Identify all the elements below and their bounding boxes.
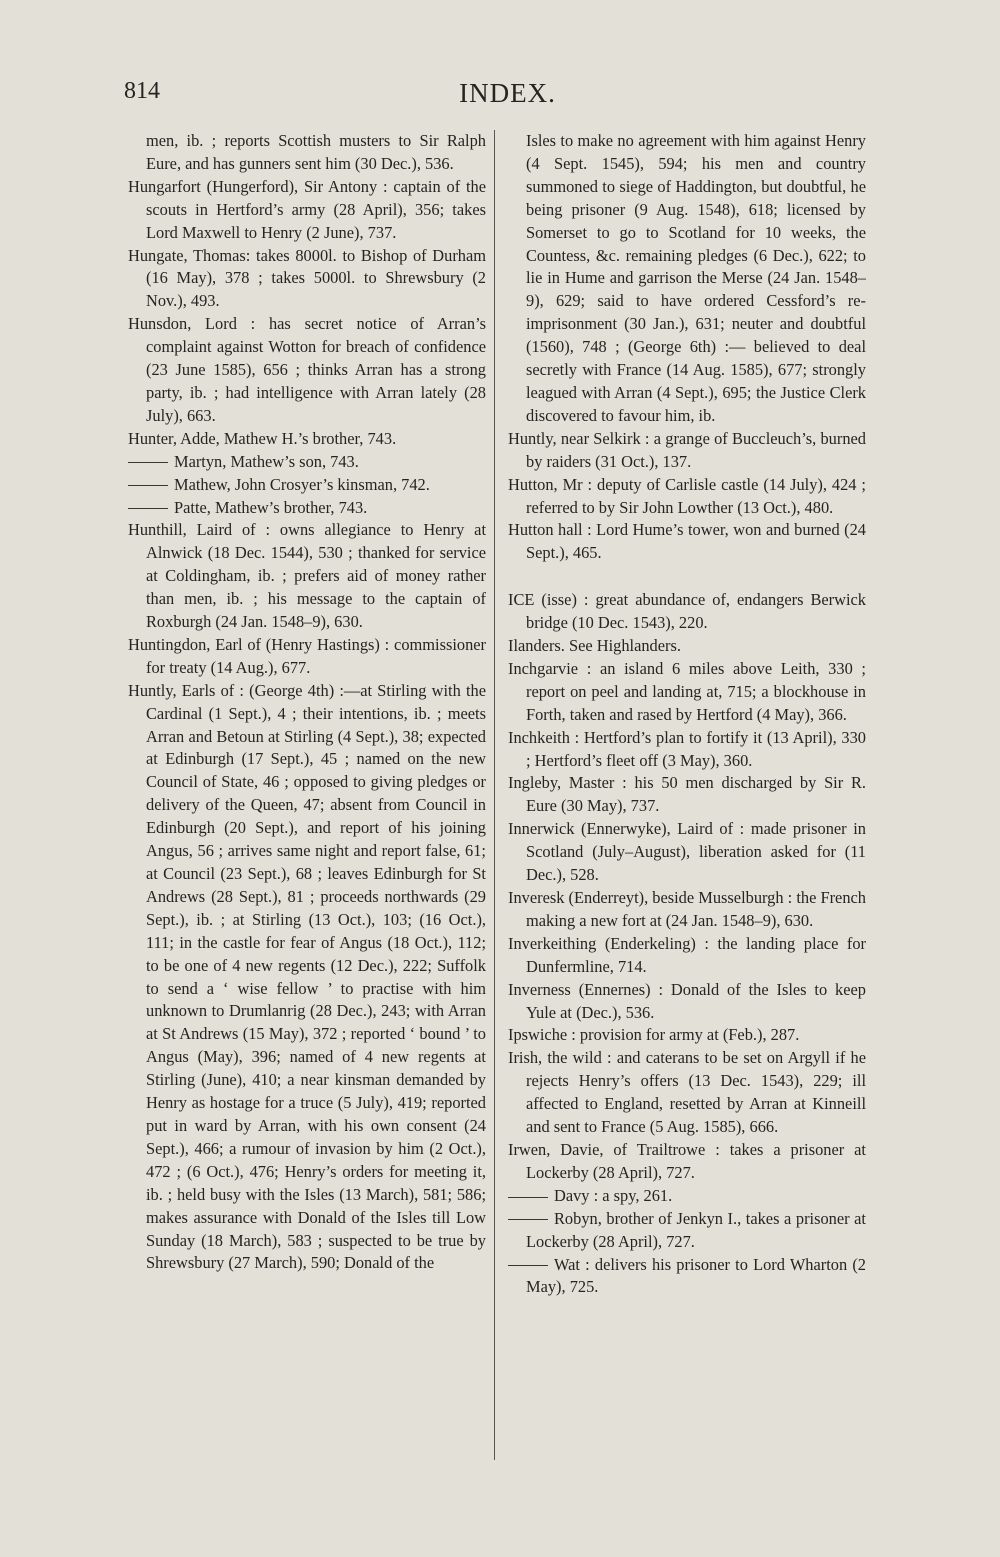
entry-text: Ingleby, Master : his 50 men discharged by Sir R. Eure (30 May), 737. — [508, 773, 866, 816]
entry-text: Inverkeithing (Enderkeling) : the landing place for Dunfermline, 714. — [508, 933, 866, 976]
entry-text: Patte, Mathew’s brother, 743. — [174, 497, 368, 517]
index-subentry — [508, 1254, 866, 1300]
index-entry — [128, 313, 486, 428]
index-entry — [128, 428, 486, 451]
ditto-dash — [508, 1265, 548, 1266]
entry-text: Ipswiche : provision for army at (Feb.), 287. — [508, 1025, 800, 1045]
entry-text: Hunthill, Laird of : owns allegiance to Henry at Alnwick (18 Dec. 1544), 530 ; thanked for service at Coldingham, ib. ; prefers aid of money rather than men, ib. ; his message to the captain of Roxburgh (24 Jan. 1548–9), 630. — [128, 520, 486, 632]
index-entry — [128, 634, 486, 680]
entry-text: Huntly, Earls of : (George 4th) :—at Stirling with the Cardinal (1 Sept.), 4 ; their intentions, ib. ; meets Arran and Betoun at Stirling (4 Sept.), 38; expected at Edinburgh (17 Sept.), 45 ; named on the new Council of State, 46 ; opposed to giving pledges or delivery of the Queen, 47; absent from Council in Edinburgh (20 Sept.), and report of his joining Angus, 56 ; arrives same night and report false, 61; at Council (23 Sept.), 68 ; leaves Edinburgh for St Andrews (28 Sept.), 81 ; proceeds northwards (29 Sept.), ib. ; at Stirling (13 Oct.), 103; (16 Oct.), 111; in the castle for fear of Angus (18 Oct.), 112; to be one of 4 new regents (12 Dec.), 222; Suffolk to send a ‘ wise fellow ’ to practise with him unknown to Drumlanrig (28 Dec.), 243; with Arran at St Andrews (15 May), 372 ; reported ‘ bound ’ to Angus (May), 396; named of 4 new regents at Stirling (June), 410; a near kinsman demanded by Henry as hostage for a truce (5 July), 419; reported put in ward by Arran, with his own consent (24 Sept.), 466; a rumour of invasion by him (2 Oct.), 472 ; (6 Oct.), 476; Henry’s orders for meeting it, ib. ; held busy with the Isles (13 March), 581; 586; makes assurance with Donald of the Isles till Low Sunday (18 March), 583 ; suspected to be true by Shrewsbury (27 March), 590; Donald of the — [128, 680, 486, 1273]
entry-text: Inchgarvie : an island 6 miles above Leith, 330 ; report on peel and landing at, 715; a blockhouse in Forth, taken and rased by Hertford (4 May), 366. — [508, 658, 866, 724]
left-column — [128, 130, 486, 1275]
index-entry — [508, 1024, 866, 1047]
index-entry — [128, 245, 486, 314]
index-entry-continued — [128, 130, 486, 176]
index-entry — [128, 176, 486, 245]
ditto-dash — [508, 1219, 548, 1220]
ditto-dash — [128, 462, 168, 463]
entry-text: Davy : a spy, 261. — [554, 1185, 673, 1205]
index-entry — [508, 1047, 866, 1139]
ditto-dash — [508, 1197, 548, 1198]
page-header — [0, 78, 1000, 118]
entry-text: Hungarfort (Hungerford), Sir Antony : captain of the scouts in Hertford’s army (28 April), 356; takes Lord Maxwell to Henry (2 June), 737. — [128, 176, 486, 242]
index-entry — [128, 680, 486, 1276]
entry-text: Ilanders. See Highlanders. — [508, 636, 681, 656]
index-subentry — [128, 497, 486, 520]
index-entry — [508, 635, 866, 658]
index-entry-continued — [508, 130, 866, 428]
entry-text: Innerwick (Ennerwyke), Laird of : made prisoner in Scotland (July–August), liberation asked for (11 Dec.), 528. — [508, 819, 866, 885]
entry-text: Hutton, Mr : deputy of Carlisle castle (14 July), 424 ; referred to by Sir John Lowther (13 Oct.), 480. — [508, 474, 866, 517]
entry-text: Mathew, John Crosyer’s kinsman, 742. — [174, 474, 430, 494]
index-subentry — [128, 451, 486, 474]
entry-text: Hungate, Thomas: takes 8000l. to Bishop of Durham (16 May), 378 ; takes 5000l. to Shrewsbury (2 Nov.), 493. — [128, 245, 486, 311]
index-entry — [508, 474, 866, 520]
index-entry — [508, 428, 866, 474]
index-subentry — [508, 1185, 866, 1208]
index-entry — [508, 727, 866, 773]
entry-text: Irish, the wild : and caterans to be set on Argyll if he rejects Henry’s offers (13 Dec. 1543), 229; ill affected to England, resetted by Arran at Kinneill and sent to France (5 Aug. 1585), 666. — [508, 1048, 866, 1137]
entry-text: Inchkeith : Hertford’s plan to fortify it (13 April), 330 ; Hertford’s fleet off (3 May), 360. — [508, 727, 866, 770]
entry-text: Inveresk (Enderreyt), beside Musselburgh : the French making a new fort at (24 Jan. 1548–9), 630. — [508, 888, 866, 930]
entry-text: Huntingdon, Earl of (Henry Hastings) : commissioner for treaty (14 Aug.), 677. — [128, 634, 486, 677]
entry-text: Hunter, Adde, Mathew H.’s brother, 743. — [128, 428, 397, 448]
entry-text: Isles to make no agreement with him against Henry (4 Sept. 1545), 594; his men and country summoned to siege of Haddington, but doubtful, he being prisoner (9 Aug. 1548), 618; licensed by Somerset to go to Scotland for 10 weeks, the Countess, &c. remaining pledges (6 Dec.), 622; to lie in Hume and garrison the Merse (24 Jan. 1548–9), 629; said to have ordered Cessford’s re-imprisonment (30 Jan.), 631; neuter and doubtful (1560), 748 ; (George 6th) :— believed to deal secretly with France (14 Aug. 1585), 677; strongly leagued with Arran (4 Sept.), 695; the Justice Clerk discovered to favour him, ib. — [526, 131, 866, 425]
index-entry — [128, 519, 486, 634]
index-entry — [508, 979, 866, 1025]
index-entry — [508, 658, 866, 727]
index-entry — [508, 1139, 866, 1185]
entry-text: Hunsdon, Lord : has secret notice of Arran’s complaint against Wotton for breach of confidence (23 June 1585), 656 ; thinks Arran has a strong party, ib. ; had intelligence with Arran lately (28 July), 663. — [128, 314, 486, 425]
section-gap — [508, 565, 866, 589]
ditto-dash — [128, 508, 168, 509]
entry-text: Hutton hall : Lord Hume’s tower, won and burned (24 Sept.), 465. — [508, 520, 866, 563]
entry-text: ICE (isse) : great abundance of, endangers Berwick bridge (10 Dec. 1543), 220. — [508, 590, 866, 633]
entry-text: men, ib. ; reports Scottish musters to Sir Ralph Eure, and has gunners sent him (30 Dec.), 536. — [146, 131, 486, 173]
index-entry — [508, 818, 866, 887]
entry-text: Irwen, Davie, of Trailtrowe : takes a prisoner at Lockerby (28 April), 727. — [508, 1139, 866, 1182]
index-entry — [508, 933, 866, 979]
ditto-dash — [128, 485, 168, 486]
page-number: 814 — [124, 78, 160, 104]
right-column — [508, 130, 866, 1299]
index-entry — [508, 589, 866, 635]
column-divider — [494, 130, 495, 1460]
entry-text: Huntly, near Selkirk : a grange of Buccleuch’s, burned by raiders (31 Oct.), 137. — [508, 428, 866, 471]
index-entry — [508, 772, 866, 818]
index-subentry — [128, 474, 486, 497]
running-title: INDEX. — [459, 78, 556, 108]
entry-text: Wat : delivers his prisoner to Lord Wharton (2 May), 725. — [526, 1254, 866, 1297]
index-entry — [508, 519, 866, 565]
entry-text: Inverness (Ennernes) : Donald of the Isles to keep Yule at (Dec.), 536. — [508, 979, 866, 1022]
index-subentry — [508, 1208, 866, 1254]
index-entry — [508, 887, 866, 933]
entry-text: Martyn, Mathew’s son, 743. — [174, 451, 359, 471]
entry-text: Robyn, brother of Jenkyn I., takes a prisoner at Lockerby (28 April), 727. — [526, 1208, 866, 1251]
